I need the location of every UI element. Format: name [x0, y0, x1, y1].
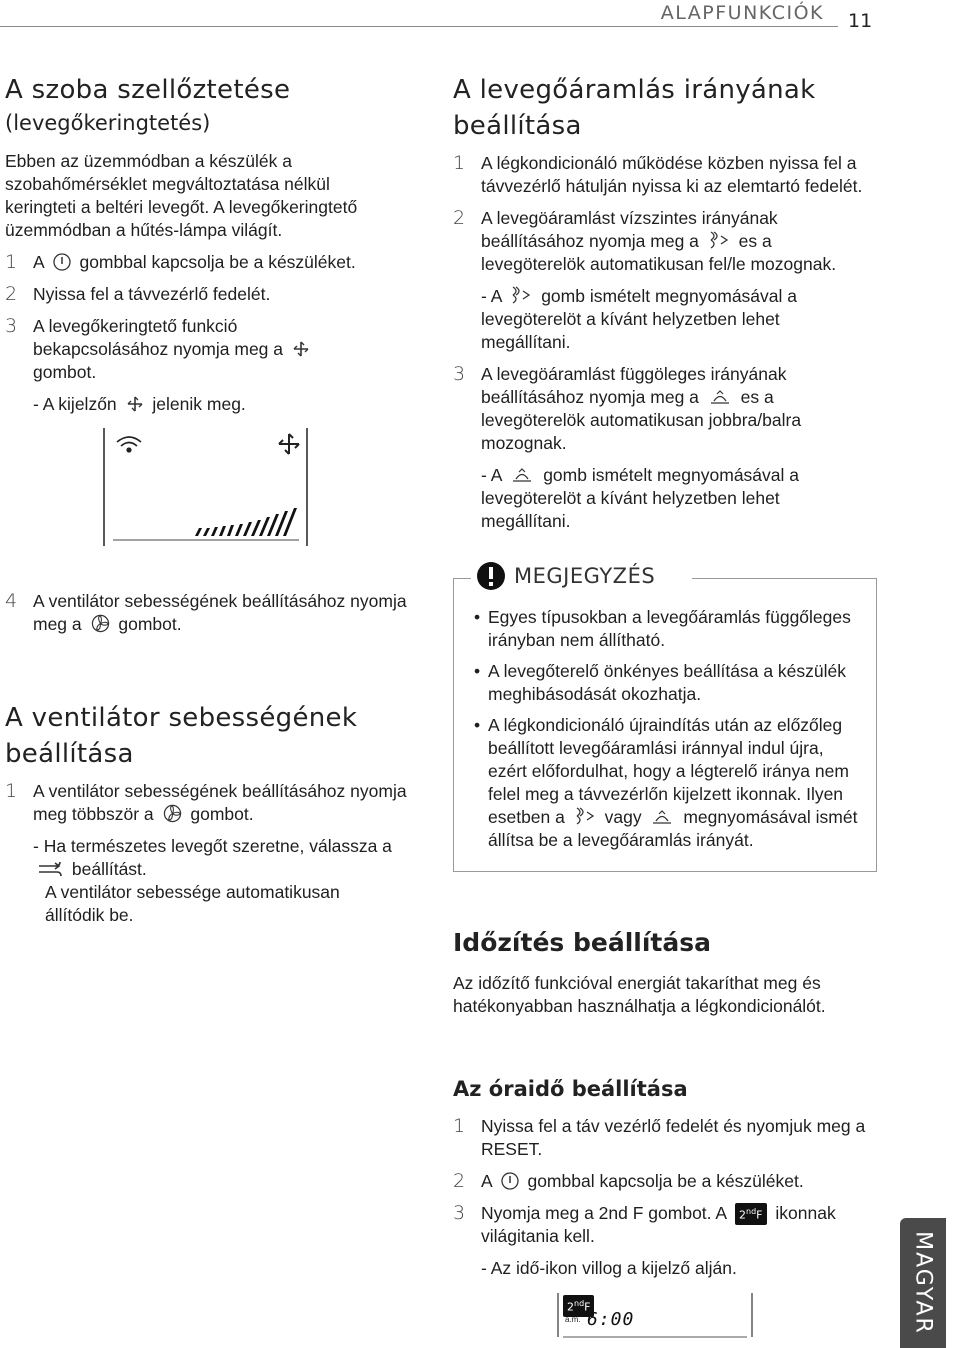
clock-title: Az óraidő beállítása	[453, 1077, 688, 1101]
fan-icon	[163, 804, 182, 823]
fan-speed-bars	[195, 508, 297, 536]
dir-dash-3: - A gomb ismételt megnyomásával a levegöterelöt a kívánt helyzetben lehet megállítani.	[481, 465, 799, 531]
timer-title: Időzítés beállítása	[453, 928, 711, 957]
vent-dash: - A kijelzőn jelenik meg.	[33, 394, 246, 414]
note-rule-left	[453, 578, 471, 579]
clock-lcd-illustration	[557, 1293, 753, 1341]
note-bullet: • A légkondicionáló újraindítás után az előzőleg beállított levegőáramlási iránnyal indul újra, ezért előfordulhat, hogy a légterelő iránya nem felel meg a távvezérlőn kijelzett ikonnak. Ilyen esetben a vagy megnyomásával ismét állítsa be a levegőáramlás irányát.	[474, 714, 858, 852]
dir-step-1: 1 A légkondicionáló működése közben nyissa fel a távvezérlő hátulján nyissa ki az elemtartó fedelét.	[453, 152, 863, 196]
language-tab-label: MAGYAR	[910, 1231, 936, 1335]
fan-step-1: 1 A ventilátor sebességének beállításához nyomja meg többször a gombot.	[5, 780, 407, 824]
second-function-badge: 2ndF	[735, 1203, 766, 1225]
fan-icon	[91, 614, 110, 633]
note-bullet: • Egyes típusokban a levegőáramlás függőleges irányban nem állítható.	[474, 606, 858, 652]
note-bullets	[474, 606, 858, 860]
power-icon	[501, 1172, 519, 1190]
clock-step-3: 3 Nyomja meg a 2nd F gombot. A 2ndF ikonnak világitania kell.	[453, 1202, 836, 1246]
vertical-swing-icon	[708, 230, 730, 250]
wifi-icon	[117, 437, 141, 452]
clock-section	[453, 1075, 873, 1280]
vertical-swing-icon	[574, 806, 596, 826]
note-title: MEGJEGYZÉS	[514, 564, 656, 588]
timer-intro: Az időzítő funkcióval energiát takaríthat meg és hatékonyabban használhatja a légkondicionálót.	[453, 973, 826, 1016]
clock-step-1: 1 Nyissa fel a táv vezérlő fedelét és nyomjuk meg a RESET.	[453, 1115, 866, 1159]
vertical-swing-icon	[510, 285, 532, 305]
note-bullet: • A levegőterelő önkényes beállítása a készülék meghibásodását okozhatja.	[474, 660, 858, 706]
circulation-icon	[292, 340, 310, 358]
circulation-icon	[279, 434, 299, 454]
second-function-badge: 2ndF	[563, 1295, 594, 1317]
airflow-direction-title: A levegőáramlás irányának beállítása	[453, 75, 816, 141]
page-number: 11	[848, 10, 873, 32]
vent-step-1: 1 A gombbal kapcsolja be a készüléket.	[5, 251, 356, 273]
clock-time: 6:00	[587, 1309, 635, 1330]
horizontal-swing-icon	[708, 388, 732, 406]
note-rule-right	[692, 578, 876, 579]
ventilation-title: A szoba szellőztetése	[5, 75, 291, 105]
note-header	[472, 561, 667, 591]
dir-step-2: 2 A levegöáramlást vízszintes irányának beállításához nyomja meg a es a levegöterelök automatikusan fel/le mozognak.	[453, 207, 837, 274]
timer-section	[453, 926, 873, 1018]
warning-icon	[476, 561, 506, 591]
power-icon	[53, 253, 71, 271]
fan-speed-section	[5, 700, 405, 927]
vent-step-4: 4 A ventilátor sebességének beállításához nyomja meg a gombot.	[5, 590, 407, 634]
vent-step-3: 3 A levegőkeringtető funkció bekapcsolásához nyomja meg a gombot.	[5, 315, 373, 384]
lcd-frame	[103, 428, 308, 546]
clock-step-2: 2 A gombbal kapcsolja be a készüléket.	[453, 1170, 804, 1192]
dir-step-3: 3 A levegöáramlást függöleges irányának beállításához nyomja meg a es a levegöterelök automatikusan jobbra/balra mozognak.	[453, 363, 802, 453]
ventilation-intro: Ebben az üzemmódban a készülék a szobahőmérséklet megváltoztatása nélkül keringteti a beltéri levegőt. A levegőkeringtető üzemmódban a hűtés-lámpa világít.	[5, 151, 358, 240]
vent-step-2: 2 Nyissa fel a távvezérlő fedelét.	[5, 283, 271, 305]
fan-speed-title: A ventilátor sebességének beállítása	[5, 703, 358, 769]
lcd-display-illustration	[103, 428, 308, 546]
ventilation-section	[5, 72, 405, 416]
airflow-direction-section	[453, 72, 873, 533]
horizontal-swing-icon	[650, 808, 674, 826]
horizontal-swing-icon	[510, 466, 534, 484]
ventilation-subtitle: (levegőkeringtetés)	[5, 111, 211, 135]
section-title: ALAPFUNKCIÓK	[660, 2, 824, 24]
fan-dash: - Ha természetes levegőt szeretne, válassza a beállítást. A ventilátor sebessége automatikusan állítódik be.	[33, 836, 392, 925]
circulation-icon	[126, 395, 144, 413]
natural-wind-icon	[37, 860, 63, 878]
header-rule	[0, 26, 838, 27]
dir-dash-2: - A gomb ismételt megnyomásával a levegöterelöt a kívánt helyzetben lehet megállítani.	[481, 286, 797, 352]
clock-dash: - Az idő-ikon villog a kijelző alján.	[481, 1258, 737, 1278]
am-label: a.m.	[565, 1315, 581, 1324]
